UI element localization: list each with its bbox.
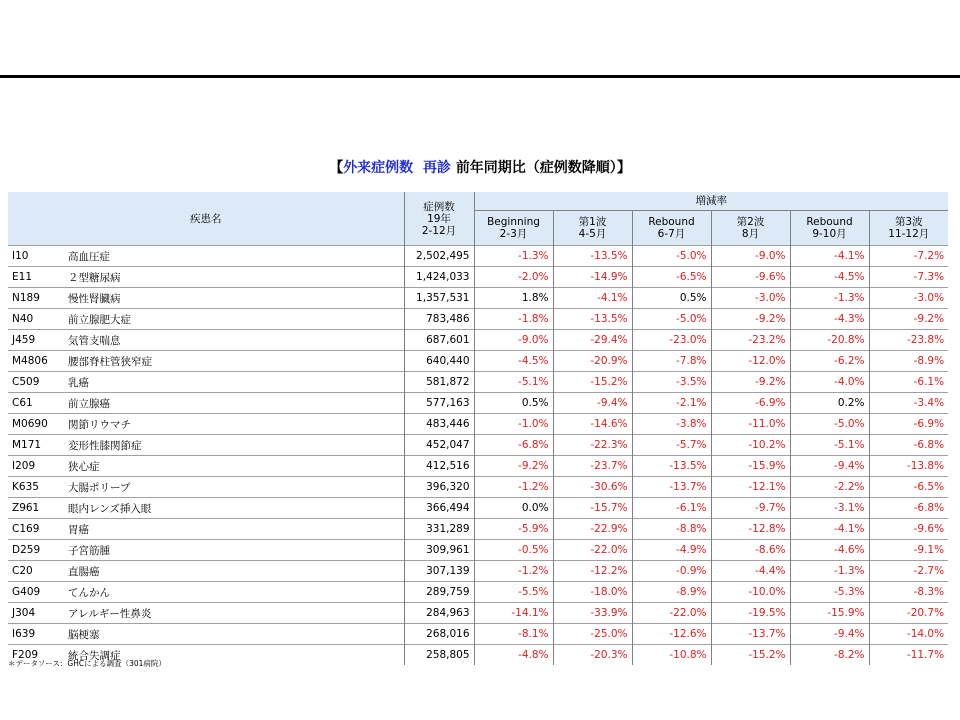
top-rule bbox=[0, 75, 960, 78]
rate-cell: -7.8% bbox=[632, 351, 711, 372]
table-row bbox=[8, 288, 948, 309]
case-count: 289,759 bbox=[404, 582, 474, 603]
rate-cell: -8.8% bbox=[632, 519, 711, 540]
rate-cell: -5.0% bbox=[632, 246, 711, 267]
rate-cell: -23.2% bbox=[711, 330, 790, 351]
rate-cell: -8.1% bbox=[474, 624, 553, 645]
rate-cell: -1.8% bbox=[474, 309, 553, 330]
rate-cell: -3.4% bbox=[869, 393, 948, 414]
rate-cell: -9.0% bbox=[711, 246, 790, 267]
disease-code: G409 bbox=[8, 582, 64, 603]
case-count: 396,320 bbox=[404, 477, 474, 498]
disease-name: 統合失調症 bbox=[64, 645, 404, 666]
disease-code: E11 bbox=[8, 267, 64, 288]
period-months: 4-5月 bbox=[578, 228, 607, 240]
rate-cell: -6.9% bbox=[711, 393, 790, 414]
disease-code: M171 bbox=[8, 435, 64, 456]
rate-cell: -5.5% bbox=[474, 582, 553, 603]
rate-cell: -10.8% bbox=[632, 645, 711, 666]
rate-cell: -15.9% bbox=[790, 603, 869, 624]
rate-cell: -29.4% bbox=[553, 330, 632, 351]
rate-cell: -22.0% bbox=[553, 540, 632, 561]
period-header bbox=[553, 211, 632, 246]
rate-cell: -5.9% bbox=[474, 519, 553, 540]
rate-cell: -25.0% bbox=[553, 624, 632, 645]
rate-cell: -2.0% bbox=[474, 267, 553, 288]
rate-cell: -14.9% bbox=[553, 267, 632, 288]
rate-cell: -15.9% bbox=[711, 456, 790, 477]
rate-cell: -14.0% bbox=[869, 624, 948, 645]
table-row bbox=[8, 582, 948, 603]
rate-cell: -4.1% bbox=[790, 246, 869, 267]
rate-cell: 0.2% bbox=[790, 393, 869, 414]
footnote: ＊データソース：GHCによる調査（301病院） bbox=[8, 659, 166, 668]
rate-cell: -14.1% bbox=[474, 603, 553, 624]
rate-cell: -13.5% bbox=[553, 246, 632, 267]
rate-cell: -11.7% bbox=[869, 645, 948, 666]
rate-cell: -9.4% bbox=[790, 456, 869, 477]
rate-cell: 0.5% bbox=[474, 393, 553, 414]
table-row bbox=[8, 351, 948, 372]
disease-name: 脳梗塞 bbox=[64, 624, 404, 645]
period-header bbox=[790, 211, 869, 246]
case-count: 577,163 bbox=[404, 393, 474, 414]
case-count: 412,516 bbox=[404, 456, 474, 477]
rate-cell: -20.8% bbox=[790, 330, 869, 351]
case-count: 483,446 bbox=[404, 414, 474, 435]
rate-cell: -12.6% bbox=[632, 624, 711, 645]
title-bracket-close: 】 bbox=[616, 160, 631, 176]
period-months: 6-7月 bbox=[657, 228, 686, 240]
table-row bbox=[8, 477, 948, 498]
rate-cell: -7.3% bbox=[869, 267, 948, 288]
table-row bbox=[8, 456, 948, 477]
rate-cell: -12.2% bbox=[553, 561, 632, 582]
rate-cell: -11.0% bbox=[711, 414, 790, 435]
disease-code: J459 bbox=[8, 330, 64, 351]
period-months: 11-12月 bbox=[888, 228, 930, 240]
disease-name: 気管支喘息 bbox=[64, 330, 404, 351]
table-row bbox=[8, 519, 948, 540]
rate-cell: -12.1% bbox=[711, 477, 790, 498]
period-months: 9-10月 bbox=[812, 228, 847, 240]
case-count: 1,357,531 bbox=[404, 288, 474, 309]
period-header bbox=[474, 211, 553, 246]
table-row bbox=[8, 561, 948, 582]
rate-cell: -6.5% bbox=[869, 477, 948, 498]
period-header bbox=[869, 211, 948, 246]
rate-cell: 1.8% bbox=[474, 288, 553, 309]
rate-cell: -3.5% bbox=[632, 372, 711, 393]
rate-cell: -22.0% bbox=[632, 603, 711, 624]
period-header bbox=[632, 211, 711, 246]
case-count: 284,963 bbox=[404, 603, 474, 624]
rate-cell: -1.0% bbox=[474, 414, 553, 435]
rate-cell: -33.9% bbox=[553, 603, 632, 624]
rate-cell: -4.3% bbox=[790, 309, 869, 330]
disease-name: ２型糖尿病 bbox=[64, 267, 404, 288]
rate-cell: -9.2% bbox=[711, 309, 790, 330]
disease-code: C509 bbox=[8, 372, 64, 393]
disease-name: 眼内レンズ挿入眼 bbox=[64, 498, 404, 519]
case-count: 309,961 bbox=[404, 540, 474, 561]
table-row bbox=[8, 393, 948, 414]
rate-cell: 0.5% bbox=[632, 288, 711, 309]
table-row bbox=[8, 330, 948, 351]
rate-cell: -13.5% bbox=[553, 309, 632, 330]
rate-cell: -6.8% bbox=[869, 435, 948, 456]
disease-code: N189 bbox=[8, 288, 64, 309]
table-row bbox=[8, 372, 948, 393]
rate-cell: -9.2% bbox=[869, 309, 948, 330]
rate-cell: 0.0% bbox=[474, 498, 553, 519]
disease-name: 変形性膝関節症 bbox=[64, 435, 404, 456]
title-rest: 前年同期比（症例数降順） bbox=[455, 160, 617, 176]
rate-cell: -13.5% bbox=[632, 456, 711, 477]
rate-cell: -1.3% bbox=[790, 288, 869, 309]
rate-cell: -9.7% bbox=[711, 498, 790, 519]
period-months: 8月 bbox=[741, 228, 760, 240]
period-label: 第3波 bbox=[894, 216, 923, 228]
rate-cell: -0.5% bbox=[474, 540, 553, 561]
rate-cell: -6.9% bbox=[869, 414, 948, 435]
rate-cell: -9.4% bbox=[790, 624, 869, 645]
rate-cell: -9.6% bbox=[869, 519, 948, 540]
rate-cell: -3.0% bbox=[711, 288, 790, 309]
disease-name: 狭心症 bbox=[64, 456, 404, 477]
title-revisit: 再診 bbox=[422, 160, 451, 176]
rate-cell: -23.8% bbox=[869, 330, 948, 351]
table-row bbox=[8, 624, 948, 645]
rate-cell: -5.3% bbox=[790, 582, 869, 603]
rate-cell: -8.2% bbox=[790, 645, 869, 666]
rate-cell: -15.2% bbox=[711, 645, 790, 666]
rate-cell: -10.2% bbox=[711, 435, 790, 456]
disease-code: C20 bbox=[8, 561, 64, 582]
period-label: Rebound bbox=[648, 216, 695, 228]
disease-code: M0690 bbox=[8, 414, 64, 435]
disease-name: 前立腺肥大症 bbox=[64, 309, 404, 330]
rate-cell: -5.7% bbox=[632, 435, 711, 456]
rate-cell: -9.6% bbox=[711, 267, 790, 288]
rate-cell: -9.0% bbox=[474, 330, 553, 351]
case-count: 581,872 bbox=[404, 372, 474, 393]
rate-cell: -2.7% bbox=[869, 561, 948, 582]
count-header-line1: 症例数 bbox=[423, 200, 455, 213]
disease-name: アレルギー性鼻炎 bbox=[64, 603, 404, 624]
rate-cell: -22.3% bbox=[553, 435, 632, 456]
disease-code: I209 bbox=[8, 456, 64, 477]
disease-code: I10 bbox=[8, 246, 64, 267]
period-label: 第2波 bbox=[736, 216, 765, 228]
table-row bbox=[8, 414, 948, 435]
period-label: Rebound bbox=[806, 216, 853, 228]
disease-name: 慢性腎臓病 bbox=[64, 288, 404, 309]
disease-name: 子宮筋腫 bbox=[64, 540, 404, 561]
rate-cell: -6.2% bbox=[790, 351, 869, 372]
table-row bbox=[8, 498, 948, 519]
disease-code: J304 bbox=[8, 603, 64, 624]
disease-header: 疾患名 bbox=[8, 192, 404, 246]
rate-cell: -6.8% bbox=[869, 498, 948, 519]
page-title bbox=[0, 157, 960, 177]
disease-code: N40 bbox=[8, 309, 64, 330]
rate-cell: -1.2% bbox=[474, 561, 553, 582]
rate-cell: -20.7% bbox=[869, 603, 948, 624]
rate-cell: -19.5% bbox=[711, 603, 790, 624]
rate-cell: -13.7% bbox=[711, 624, 790, 645]
disease-name: 胃癌 bbox=[64, 519, 404, 540]
rate-cell: -4.5% bbox=[474, 351, 553, 372]
period-label: 第1波 bbox=[578, 216, 607, 228]
rate-cell: -5.0% bbox=[632, 309, 711, 330]
disease-name: 関節リウマチ bbox=[64, 414, 404, 435]
disease-code: K635 bbox=[8, 477, 64, 498]
table-row bbox=[8, 435, 948, 456]
table-row bbox=[8, 603, 948, 624]
rate-cell: -6.1% bbox=[869, 372, 948, 393]
table-row bbox=[8, 267, 948, 288]
rate-cell: -1.2% bbox=[474, 477, 553, 498]
disease-code: F209 bbox=[8, 645, 64, 666]
rate-cell: -4.6% bbox=[790, 540, 869, 561]
rate-cell: -10.0% bbox=[711, 582, 790, 603]
disease-name: 腰部脊柱管狭窄症 bbox=[64, 351, 404, 372]
disease-code: D259 bbox=[8, 540, 64, 561]
rate-cell: -4.5% bbox=[790, 267, 869, 288]
rate-cell: -18.0% bbox=[553, 582, 632, 603]
rate-cell: -15.7% bbox=[553, 498, 632, 519]
disease-name: てんかん bbox=[64, 582, 404, 603]
case-count: 2,502,495 bbox=[404, 246, 474, 267]
rate-cell: -9.2% bbox=[711, 372, 790, 393]
title-outpatient: 外来症例数 bbox=[343, 160, 414, 176]
rate-cell: -12.0% bbox=[711, 351, 790, 372]
disease-code: C61 bbox=[8, 393, 64, 414]
rate-cell: -6.1% bbox=[632, 498, 711, 519]
case-count: 687,601 bbox=[404, 330, 474, 351]
case-count: 268,016 bbox=[404, 624, 474, 645]
disease-code: M4806 bbox=[8, 351, 64, 372]
rate-cell: -5.1% bbox=[474, 372, 553, 393]
rate-cell: -8.9% bbox=[632, 582, 711, 603]
rate-cell: -4.1% bbox=[553, 288, 632, 309]
rate-cell: -0.9% bbox=[632, 561, 711, 582]
rate-cell: -5.0% bbox=[790, 414, 869, 435]
rate-cell: -3.0% bbox=[869, 288, 948, 309]
rate-cell: -9.1% bbox=[869, 540, 948, 561]
rate-cell: -14.6% bbox=[553, 414, 632, 435]
period-label: Beginning bbox=[487, 216, 540, 228]
rate-cell: -8.3% bbox=[869, 582, 948, 603]
rate-cell: -12.8% bbox=[711, 519, 790, 540]
count-header bbox=[404, 192, 474, 246]
rate-cell: -4.0% bbox=[790, 372, 869, 393]
rate-cell: -2.2% bbox=[790, 477, 869, 498]
disease-name: 乳癌 bbox=[64, 372, 404, 393]
rate-cell: -13.8% bbox=[869, 456, 948, 477]
rate-cell: -15.2% bbox=[553, 372, 632, 393]
rate-group-header: 増減率 bbox=[474, 192, 948, 211]
case-count: 258,805 bbox=[404, 645, 474, 666]
rate-cell: -9.2% bbox=[474, 456, 553, 477]
rate-cell: -7.2% bbox=[869, 246, 948, 267]
period-header bbox=[711, 211, 790, 246]
rate-cell: -8.9% bbox=[869, 351, 948, 372]
rate-cell: -6.5% bbox=[632, 267, 711, 288]
rate-cell: -1.3% bbox=[790, 561, 869, 582]
disease-code: Z961 bbox=[8, 498, 64, 519]
rate-cell: -30.6% bbox=[553, 477, 632, 498]
rate-cell: -4.4% bbox=[711, 561, 790, 582]
case-count: 307,139 bbox=[404, 561, 474, 582]
table-row bbox=[8, 540, 948, 561]
rate-cell: -3.8% bbox=[632, 414, 711, 435]
rate-cell: -1.3% bbox=[474, 246, 553, 267]
disease-name: 前立腺癌 bbox=[64, 393, 404, 414]
case-count: 640,440 bbox=[404, 351, 474, 372]
count-header-line2: 19年 bbox=[427, 212, 451, 225]
period-months: 2-3月 bbox=[499, 228, 528, 240]
title-bracket-open: 【 bbox=[329, 160, 344, 176]
rate-cell: -9.4% bbox=[553, 393, 632, 414]
disease-code: C169 bbox=[8, 519, 64, 540]
rate-cell: -20.9% bbox=[553, 351, 632, 372]
table-row bbox=[8, 309, 948, 330]
rate-cell: -3.1% bbox=[790, 498, 869, 519]
rate-cell: -4.8% bbox=[474, 645, 553, 666]
disease-name: 大腸ポリープ bbox=[64, 477, 404, 498]
count-header-line3: 2-12月 bbox=[421, 224, 457, 237]
rate-cell: -13.7% bbox=[632, 477, 711, 498]
disease-name: 高血圧症 bbox=[64, 246, 404, 267]
case-count: 331,289 bbox=[404, 519, 474, 540]
disease-table bbox=[8, 192, 948, 665]
rate-cell: -20.3% bbox=[553, 645, 632, 666]
rate-cell: -4.1% bbox=[790, 519, 869, 540]
disease-code: I639 bbox=[8, 624, 64, 645]
case-count: 366,494 bbox=[404, 498, 474, 519]
rate-cell: -23.0% bbox=[632, 330, 711, 351]
case-count: 1,424,033 bbox=[404, 267, 474, 288]
case-count: 783,486 bbox=[404, 309, 474, 330]
rate-cell: -6.8% bbox=[474, 435, 553, 456]
rate-cell: -2.1% bbox=[632, 393, 711, 414]
case-count: 452,047 bbox=[404, 435, 474, 456]
rate-cell: -23.7% bbox=[553, 456, 632, 477]
rate-cell: -8.6% bbox=[711, 540, 790, 561]
disease-name: 直腸癌 bbox=[64, 561, 404, 582]
rate-cell: -5.1% bbox=[790, 435, 869, 456]
table-row bbox=[8, 246, 948, 267]
rate-cell: -4.9% bbox=[632, 540, 711, 561]
rate-cell: -22.9% bbox=[553, 519, 632, 540]
